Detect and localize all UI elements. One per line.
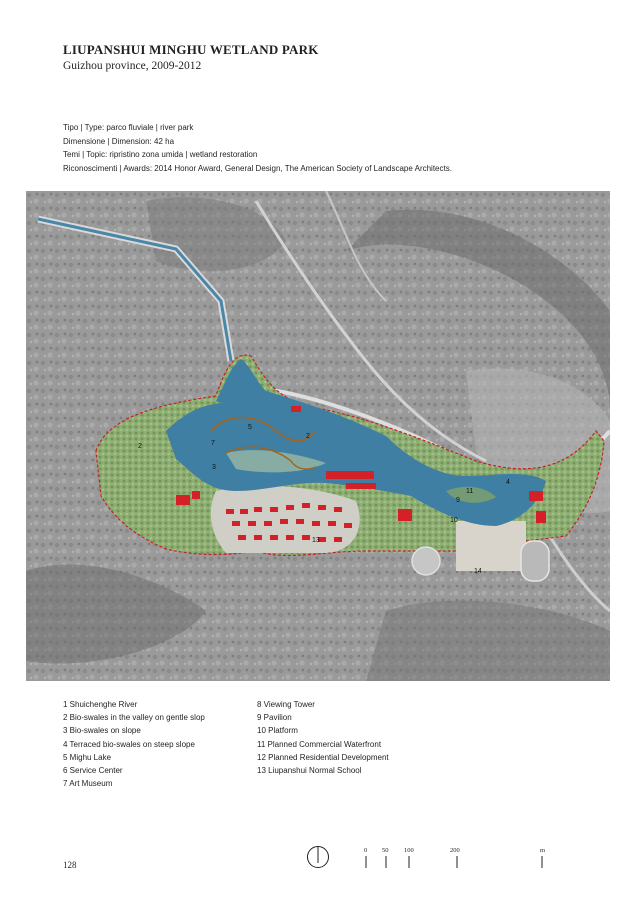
scale-tick-label: 100 — [404, 847, 414, 854]
legend-item: 2 Bio-swales in the valley on gentle slop — [63, 713, 205, 723]
legend-item: 13 Liupanshui Normal School — [257, 766, 362, 776]
info-awards: Riconoscimenti | Awards: 2014 Honor Award, General Design, The American Society of Landscape Architects. — [63, 163, 452, 173]
legend-item: 4 Terraced bio-swales on steep slope — [63, 739, 195, 749]
site-plan-map — [26, 191, 610, 681]
map-label: 4 — [506, 479, 510, 486]
page-title: LIUPANSHUI MINGHU WETLAND PARK — [63, 42, 319, 57]
map-label: 9 — [456, 497, 460, 504]
legend-list-left — [63, 698, 205, 790]
map-label: 13 — [312, 537, 320, 544]
scale-unit: m — [540, 847, 546, 854]
info-type: Tipo | Type: parco fluviale | river park — [63, 123, 194, 132]
page-number: 128 — [63, 860, 77, 870]
map-label: 2 — [306, 433, 310, 440]
map-label: 5 — [248, 424, 252, 431]
legend-item: 12 Planned Residential Development — [257, 752, 389, 762]
legend-item: 11 Planned Commercial Waterfront — [257, 739, 382, 749]
campus-zone — [456, 521, 526, 571]
legend-item: 7 Art Museum — [63, 779, 113, 789]
legend-item: 6 Service Center — [63, 766, 123, 776]
legend-item: 5 Mighu Lake — [63, 752, 112, 762]
info-dimension: Dimensione | Dimension: 42 ha — [63, 136, 175, 146]
project-info — [63, 121, 452, 175]
map-label: 7 — [211, 440, 215, 447]
scale-tick-label: 0 — [364, 847, 368, 854]
north-arrow-icon — [306, 845, 330, 869]
map-label: 3 — [212, 464, 216, 471]
map-label: 11 — [466, 488, 474, 495]
legend-item: 10 Platform — [257, 726, 298, 736]
legend-item: 9 Pavilion — [257, 713, 292, 723]
map-label: 10 — [450, 517, 458, 524]
scale-tick-label: 50 — [382, 847, 389, 854]
info-topic: Temi | Topic: ripristino zona umida | wetland restoration — [63, 150, 258, 160]
legend-item: 1 Shuichenghe River — [63, 700, 138, 709]
sports-field — [521, 541, 549, 581]
site-plan-image — [26, 191, 610, 681]
legend-item: 3 Bio-swales on slope — [63, 726, 141, 736]
map-label: 14 — [474, 568, 482, 575]
map-label: 2 — [138, 443, 142, 450]
scale-ticks — [366, 856, 542, 868]
page-subtitle: Guizhou province, 2009-2012 — [63, 60, 202, 72]
legend-item: 8 Viewing Tower — [257, 700, 315, 709]
scale-tick-label: 200 — [450, 847, 460, 854]
scale-bar — [362, 844, 552, 872]
stadium — [412, 547, 440, 575]
legend-list-right — [257, 698, 389, 777]
